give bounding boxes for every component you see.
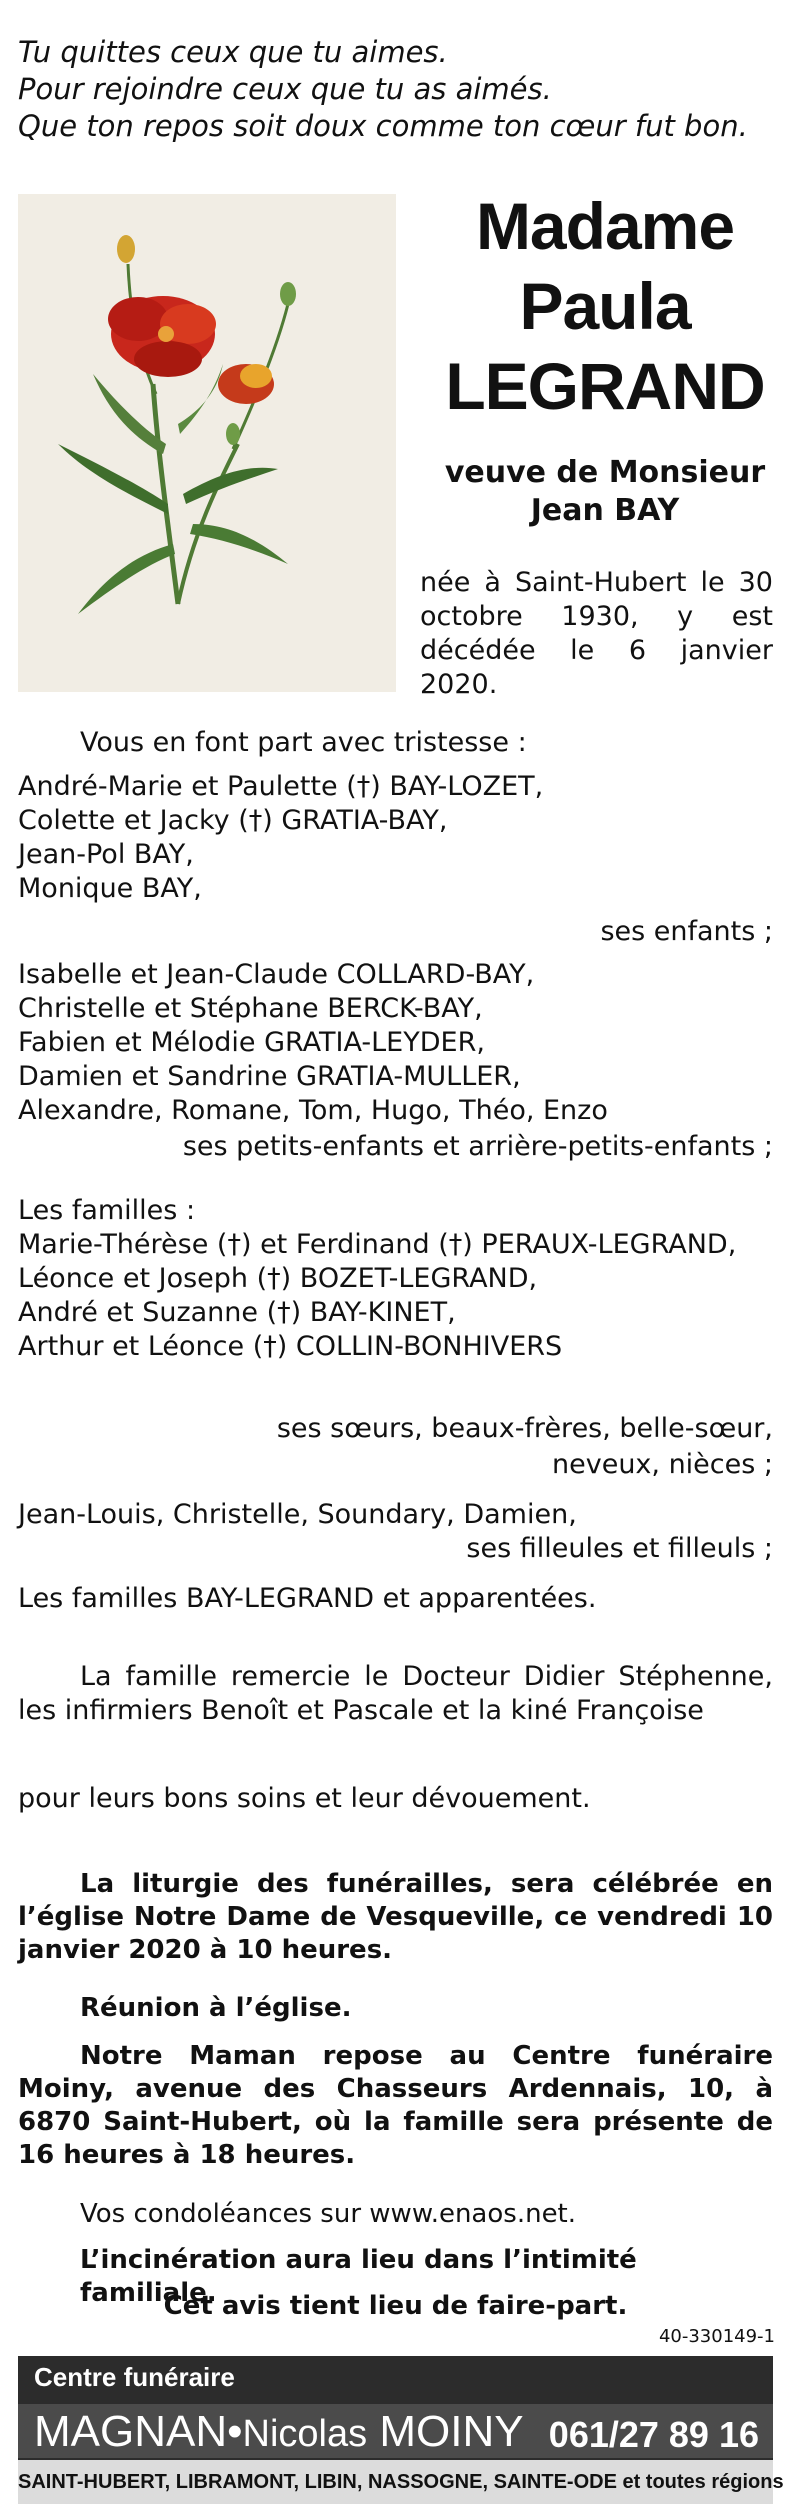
name-line-last: LEGRAND <box>445 349 765 423</box>
list-item: Christelle et Stéphane BERCK-BAY, <box>18 993 483 1024</box>
condolences-info: Vos condoléances sur www.enaos.net. <box>80 2199 577 2229</box>
rest-info: Notre Maman repose au Centre funéraire Moiny, avenue des Chasseurs Ardennais, 10, à 6870 Saint-Hubert, où la famille sera présente de 16 heures à 18 heures. <box>18 2041 773 2170</box>
poem-line: Pour rejoindre ceux que tu as aimés. <box>18 72 552 106</box>
reference-number: 40-330149-1 <box>658 2326 775 2347</box>
poem <box>18 34 748 145</box>
funeral-home-header: Centre funéraire <box>34 2362 235 2392</box>
funeral-home-name-3: MOINY <box>379 2407 524 2456</box>
list-item: Marie-Thérèse (†) et Ferdinand (†) PERAUX-LEGRAND, <box>18 1229 737 1260</box>
bullet-separator: • <box>227 2407 243 2456</box>
widow-line-2: Jean BAY <box>530 493 680 528</box>
families-title: Les familles : <box>18 1195 196 1226</box>
funeral-home-banner <box>18 2356 784 2504</box>
flower-illustration <box>18 194 396 692</box>
poem-line: Tu quittes ceux que tu aimes. <box>18 35 448 69</box>
children-label: ses enfants ; <box>600 916 773 947</box>
funeral-home-name-1: MAGNAN <box>34 2407 228 2456</box>
children-list <box>18 770 543 906</box>
cremation-info: L’incinération aura lieu dans l’intimité familiale. <box>80 2245 637 2308</box>
widow-of <box>420 454 790 530</box>
relatives-line: Les familles BAY-LEGRAND et apparentées. <box>18 1583 597 1614</box>
list-item: Fabien et Mélodie GRATIA-LEYDER, <box>18 1027 485 1058</box>
families-list <box>18 1194 736 1364</box>
list-item: Alexandre, Romane, Tom, Hugo, Théo, Enzo <box>18 1095 608 1126</box>
grandchildren-list <box>18 958 608 1128</box>
siblings-label-1: ses sœurs, beaux-frères, belle-sœur, <box>276 1413 773 1444</box>
birth-death-info: née à Saint-Hubert le 30 octobre 1930, y est décédée le 6 janvier 2020. <box>420 567 773 700</box>
intro-text: Vous en font part avec tristesse : <box>80 727 527 758</box>
list-item: Colette et Jacky (†) GRATIA-BAY, <box>18 805 448 836</box>
list-item: Léonce et Joseph (†) BOZET-LEGRAND, <box>18 1263 538 1294</box>
name-line-first: Paula <box>519 269 691 343</box>
godchildren-names: Jean-Louis, Christelle, Soundary, Damien, <box>18 1499 577 1530</box>
notice-info: Cet avis tient lieu de faire-part. <box>163 2291 628 2321</box>
thanks-text: La famille remercie le Docteur Didier Stéphenne, les infirmiers Benoît et Pascale et la kiné Françoise <box>18 1661 773 1726</box>
list-item: Jean-Pol BAY, <box>18 839 194 870</box>
meeting-info: Réunion à l’église. <box>80 1993 352 2023</box>
deceased-name <box>420 186 790 426</box>
list-item: Monique BAY, <box>18 873 202 904</box>
list-item: Damien et Sandrine GRATIA-MULLER, <box>18 1061 521 1092</box>
funeral-home-locations: SAINT-HUBERT, LIBRAMONT, LIBIN, NASSOGNE, SAINTE-ODE et toutes régions <box>18 2460 773 2504</box>
godchildren-label: ses filleules et filleuls ; <box>466 1533 773 1564</box>
liturgy-info: La liturgie des funérailles, sera célébrée en l’église Notre Dame de Vesqueville, ce vendredi 10 janvier 2020 à 10 heures. <box>18 1869 773 1965</box>
list-item: Isabelle et Jean-Claude COLLARD-BAY, <box>18 959 535 990</box>
siblings-label-2: neveux, nièces ; <box>552 1449 773 1480</box>
grandchildren-label: ses petits-enfants et arrière-petits-enfants ; <box>182 1131 773 1162</box>
list-item: André et Suzanne (†) BAY-KINET, <box>18 1297 456 1328</box>
funeral-home-phone: 061/27 89 16 <box>548 2414 759 2455</box>
poem-line: Que ton repos soit doux comme ton cœur fut bon. <box>18 109 748 143</box>
widow-line-1: veuve de Monsieur <box>444 455 766 490</box>
list-item: Arthur et Léonce (†) COLLIN-BONHIVERS <box>18 1331 563 1362</box>
thanks-text-2: pour leurs bons soins et leur dévouement. <box>18 1783 591 1814</box>
name-line-title: Madame <box>475 189 735 263</box>
funeral-home-name <box>34 2406 524 2460</box>
list-item: André-Marie et Paulette (†) BAY-LOZET, <box>18 771 544 802</box>
funeral-home-name-2: Nicolas <box>242 2413 368 2455</box>
